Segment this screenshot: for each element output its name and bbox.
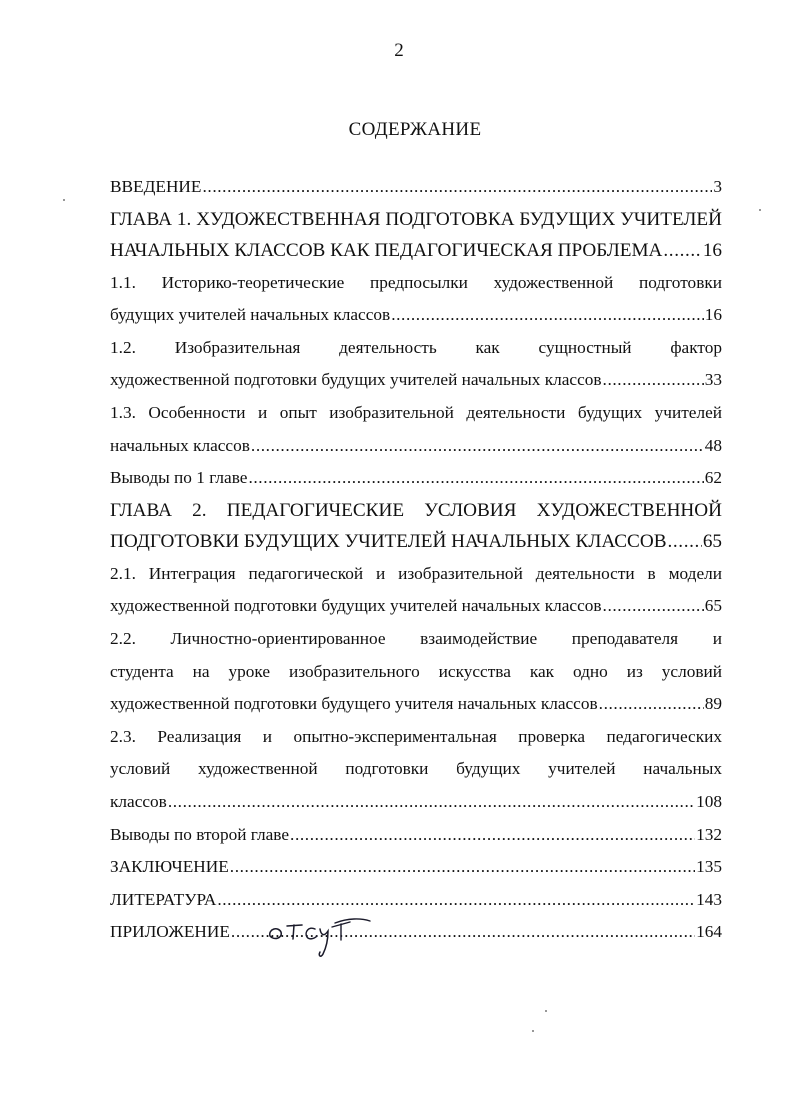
- leader-dots: [391, 299, 704, 332]
- scan-speck: [545, 1010, 547, 1012]
- scan-speck: [63, 199, 65, 201]
- toc-chapter-2-line-1[interactable]: ГЛАВА 2. ПЕДАГОГИЧЕСКИЕ УСЛОВИЯ ХУДОЖЕСТВЕННОЙ: [110, 499, 722, 521]
- scan-speck: [532, 1030, 534, 1032]
- toc-section-2-1-line-2[interactable]: [110, 590, 722, 623]
- toc-entry-text: будущих учителей начальных классов: [110, 305, 391, 325]
- toc-entry-text: ПОДГОТОВКИ БУДУЩИХ УЧИТЕЛЕЙ НАЧАЛЬНЫХ КЛАССОВ: [110, 531, 667, 553]
- toc-section-2-2-line-1[interactable]: 2.2. Личностно-ориентированное взаимодействие преподавателя и: [110, 628, 722, 648]
- toc-section-1-1-line-2[interactable]: [110, 299, 722, 332]
- toc-page-number: 164: [696, 922, 722, 942]
- leader-dots: [230, 851, 695, 884]
- toc-section-2-3-line-1[interactable]: 2.3. Реализация и опытно-экспериментальная проверка педагогических: [110, 726, 722, 746]
- toc-entry-intro[interactable]: [110, 171, 722, 204]
- toc-section-2-2-line-3[interactable]: [110, 688, 722, 721]
- leader-dots: [290, 819, 695, 852]
- toc-page-number: 48: [704, 435, 722, 455]
- leader-dots: [248, 462, 703, 495]
- toc-entry-text: классов: [110, 791, 167, 811]
- handwritten-note: [262, 912, 372, 962]
- toc-entry-text: начальных классов: [110, 435, 250, 455]
- toc-page-number: 89: [704, 694, 722, 714]
- toc-page-number: 143: [696, 889, 722, 909]
- toc-page-number: 16: [702, 240, 722, 262]
- leader-dots: [251, 430, 704, 463]
- table-of-contents: [110, 171, 722, 949]
- leader-dots: [599, 688, 704, 721]
- toc-chapter-1-line-1[interactable]: ГЛАВА 1. ХУДОЖЕСТВЕННАЯ ПОДГОТОВКА БУДУЩИХ УЧИТЕЛЕЙ: [110, 208, 722, 230]
- toc-section-1-1-line-1[interactable]: 1.1. Историко-теоретические предпосылки художественной подготовки: [110, 272, 722, 292]
- toc-entry-text: художественной подготовки будущих учителей начальных классов: [110, 596, 602, 616]
- toc-entry-conclusions-1[interactable]: [110, 462, 722, 495]
- toc-entry-text: художественной подготовки будущих учителей начальных классов: [110, 370, 602, 390]
- toc-entry-text: ВВЕДЕНИЕ: [110, 177, 202, 196]
- leader-dots: [668, 526, 702, 558]
- toc-entry-appendix[interactable]: [110, 916, 722, 949]
- leader-dots: [663, 235, 701, 267]
- toc-entry-text: Выводы по второй главе: [110, 824, 290, 844]
- toc-section-2-1-line-1[interactable]: 2.1. Интеграция педагогической и изобразительной деятельности в модели: [110, 563, 722, 583]
- toc-entry-text: ЛИТЕРАТУРА: [110, 889, 217, 909]
- toc-page-number: 65: [702, 531, 722, 553]
- toc-entry-text: Выводы по 1 главе: [110, 468, 248, 488]
- toc-page-number: 132: [696, 824, 722, 844]
- toc-entry-text: художественной подготовки будущего учителя начальных классов: [110, 694, 598, 714]
- toc-page-number: 33: [704, 370, 722, 390]
- toc-chapter-1-line-2[interactable]: [110, 235, 722, 267]
- leader-dots: [603, 590, 704, 623]
- toc-chapter-2-line-2[interactable]: [110, 526, 722, 558]
- toc-page-number: 16: [704, 305, 722, 325]
- toc-entry-text: ЗАКЛЮЧЕНИЕ: [110, 857, 229, 877]
- toc-section-2-3-line-3[interactable]: [110, 786, 722, 819]
- toc-page-number: 108: [696, 791, 722, 811]
- toc-page-number: 65: [704, 596, 722, 616]
- toc-entry-conclusions-2[interactable]: [110, 819, 722, 852]
- toc-entry-literature[interactable]: [110, 884, 722, 917]
- toc-section-1-3-line-1[interactable]: 1.3. Особенности и опыт изобразительной деятельности будущих учителей: [110, 402, 722, 422]
- toc-page-number: 62: [704, 468, 722, 488]
- toc-section-2-2-line-2[interactable]: студента на уроке изобразительного искусства как одно из условий: [110, 661, 722, 681]
- leader-dots: [202, 171, 712, 204]
- toc-title: СОДЕРЖАНИЕ: [348, 119, 482, 140]
- toc-entry-conclusion[interactable]: [110, 851, 722, 884]
- toc-entry-text: ПРИЛОЖЕНИЕ: [110, 922, 230, 942]
- toc-page-number: 3: [713, 177, 722, 196]
- scan-speck: [759, 209, 761, 211]
- toc-page-number: 135: [696, 857, 722, 877]
- page-number: 2: [394, 40, 404, 61]
- toc-section-1-2-line-1[interactable]: 1.2. Изобразительная деятельность как сущностный фактор: [110, 337, 722, 357]
- leader-dots: [603, 364, 704, 397]
- leader-dots: [168, 786, 695, 819]
- toc-entry-text: НАЧАЛЬНЫХ КЛАССОВ КАК ПЕДАГОГИЧЕСКАЯ ПРОБЛЕМА: [110, 240, 663, 262]
- toc-section-2-3-line-2[interactable]: условий художественной подготовки будущих учителей начальных: [110, 759, 722, 779]
- toc-section-1-2-line-2[interactable]: [110, 364, 722, 397]
- toc-section-1-3-line-2[interactable]: [110, 430, 722, 463]
